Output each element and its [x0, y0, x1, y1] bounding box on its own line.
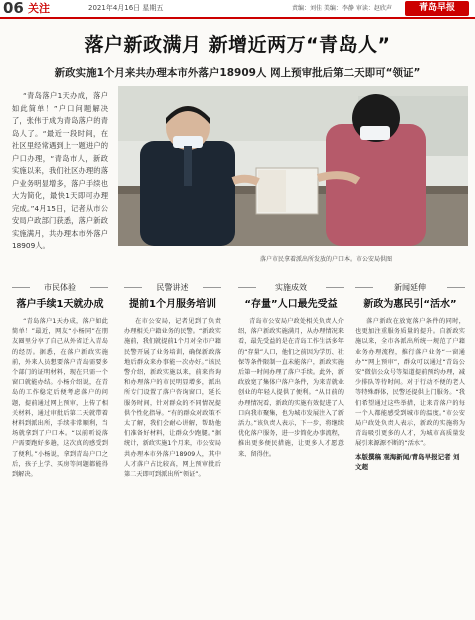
column-kicker: 市民体验 [12, 278, 108, 297]
header-divider [0, 17, 475, 19]
column-kicker: 新闻延伸 [355, 278, 465, 297]
photo-illustration [118, 86, 468, 246]
byline: 本版撰稿 观海新闻/青岛早报记者 刘文超 [355, 452, 460, 471]
intro-text: “青岛落户1天办成，落户如此简单！”户口问题解决了，张伟于成为青岛落户的青岛人了。“最近一段时间，在社区里经常遇到上一题进户的户口办理，“青岛市人，新政实施以来，我们社区办理的落户业务明显增多，落户手续也大为简化，最快1天即可办理完成。”4月15日，记者从市公安局户政部门获悉，落户新政实施满月，共办理本市外落户18909人。 [12, 91, 108, 250]
column-kicker: 实施成效 [238, 278, 344, 297]
column-news-extension [355, 278, 465, 616]
newspaper-logo: 青岛早报 [405, 1, 469, 16]
column-title: 新政为惠民引“活水” [363, 299, 457, 310]
column-text: “青岛落户1天办成，落户如此简单！”最近，网友“小杨同”在朋友圈里分享了自己从外省迁入青岛的经历。据悉，在落户新政实施前，外来人员想要落户青岛需要多个部门的证明材料，现在只需一个窗口就能办结。小杨介绍说，在青岛的工作稳定后便考虑落户的问题，提前通过网上预审，上传了相关材料，通过审批后第二天就带着材料到派出所，手续非常顺利，当场就拿到了户口本。“以前听说落户需要跑好多趟，这次真的感受到了便利。”小杨说，拿到青岛户口之后，孩子上学、买房等问题都能得到解决。 [12, 318, 108, 479]
news-photo [118, 86, 468, 246]
column-police-account [124, 278, 221, 616]
photo-caption: 落户市民拿着派出所发放的户口本。市公安局供图 [260, 256, 393, 263]
column-title: 落户手续1天就办成 [16, 299, 104, 310]
column-kicker: 民警讲述 [124, 278, 221, 297]
editor-credits: 责编：刘佳 美编：李静 审读：赵欣声 [292, 5, 392, 12]
column-text: 落户新政在放宽落户条件的同时，也更加注重服务质量的提升。自新政实施以来，全市各派出所统一规范了户籍业务办理流程，推行落户业务“一窗通办”“网上预审”，群众可以通过“青岛公安”微信公众号等渠道提前预约办理，减少排队等待时间。对于行动不便的老人等特殊群体，民警还提供上门服务。“我们希望通过这些举措，让来青落户的每一个人都能感受到城市的温度。”市公安局户政处负责人表示，新政的实施将为青岛吸引更多的人才，为城市高质量发展引来源源不断的“活水”。 [355, 318, 465, 448]
subheadline: 新政实施1个月来共办理本市外落户18909人 网上预审批后第二天即可“领证” [54, 67, 421, 79]
page-header [0, 0, 475, 17]
column-title: “存量”人口最先受益 [244, 299, 338, 310]
column-text: 青岛市公安局户政处相关负责人介绍，落户新政实施满月，从办理情况来看，最先受益的是在青岛工作生活多年的“存量”人口，他们之前因为学历、社保等条件限制一直未能落户，新政实施后第一时间办理了落户手续。此外，新政放宽了集体户落户条件，为来青就业创业的年轻人提供了便利。“从目前的办理情况看，新政的实施有效促进了人口向我市聚集，也为城市发展注入了新活力。”该负责人表示，下一步，将继续优化落户服务，进一步简化办事流程，推出更多便民措施，让更多人才愿意来、留得住。 [238, 318, 344, 458]
column-results [238, 278, 344, 616]
column-text: 在市公安局，记者见到了负责办理相关户籍业务的民警。“新政实施前，我们就提前1个月对全市户籍民警开展了业务培训，确保新政落地后群众来办事能一次办好。”该民警介绍，新政实施以来，前来咨询和办理落户的市民明显增多，派出所专门设置了落户咨询窗口，延长服务时间，针对群众的不同情况提供个性化指导。“有的群众对政策不太了解，我们会耐心讲解，帮助他们准备好材料，让群众少跑腿。”据统计，新政实施1个月来，市公安局共办理本市外落户18909人，其中人才落户占比较高，网上预审批后第二天即可到派出所“领证”。 [124, 318, 221, 479]
issue-date: 2021年4月16日 星期五 [88, 4, 164, 12]
headline: 落户新政满月 新增近两万“青岛人” [84, 34, 391, 56]
column-title: 提前1个月服务培训 [129, 299, 216, 310]
section-label: 关注 [28, 2, 50, 15]
page-number: 06 [3, 0, 24, 17]
column-resident-experience [12, 278, 108, 616]
